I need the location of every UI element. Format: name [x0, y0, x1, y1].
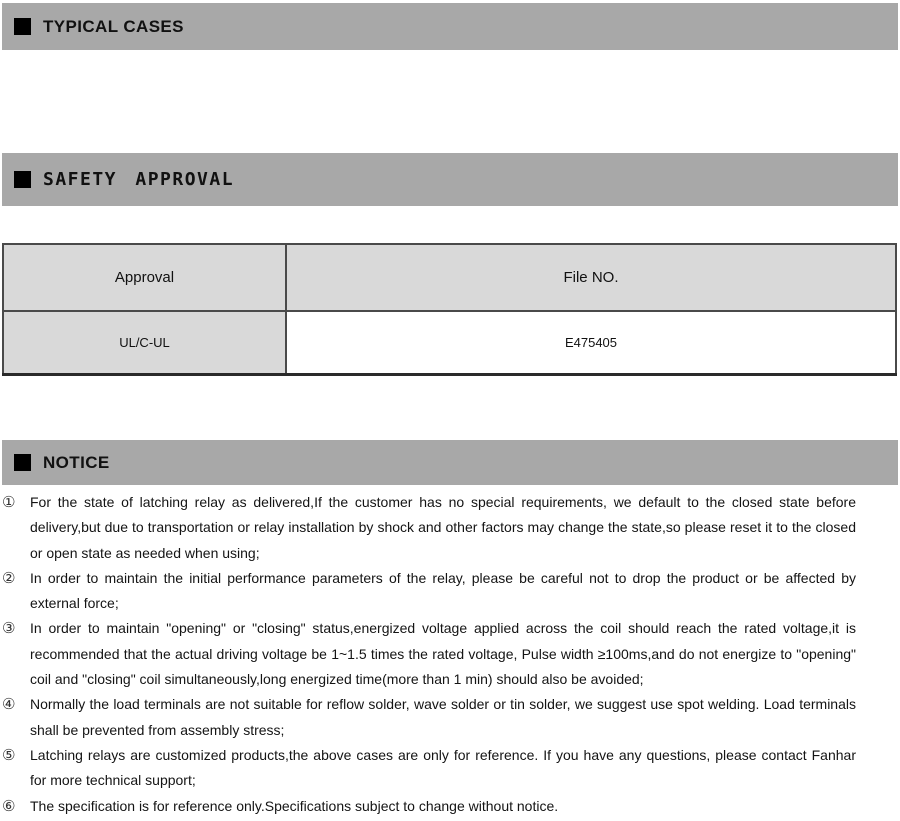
notice-item-marker: ④ [2, 695, 16, 714]
section-bar-typical-cases [2, 3, 898, 50]
section-bar-safety-approval [2, 153, 898, 206]
approval-value-cell: UL/C-UL [3, 311, 286, 375]
section-square-icon [14, 18, 31, 35]
notice-item-text: In order to maintain the initial performance parameters of the relay, please be careful not to drop the product or be affected by external force; [30, 569, 856, 612]
notice-item [0, 794, 900, 819]
notice-item [0, 566, 900, 617]
section-square-icon [14, 171, 31, 188]
section-square-icon [14, 454, 31, 471]
notice-item-text: Normally the load terminals are not suitable for reflow solder, wave solder or tin solder, we suggest use spot welding. Load terminals shall be prevented from assembly stress; [30, 696, 856, 738]
notice-item-text: In order to maintain "opening" or "closing" status,energized voltage applied across the coil should reach the rated voltage,it is recommended that the actual driving voltage be 1~1.5 times the rated voltage, Pulse width ≥100ms,and do not energize to "opening" coil and "closing" coil simultaneously,long energized time(more than 1 min) should also be avoided; [30, 620, 856, 688]
notice-item [0, 692, 900, 743]
notice-item-text: Latching relays are customized products,the above cases are only for reference. If you have any questions, please contact Fanhar for more technical support; [30, 746, 856, 789]
file-no-column-header: File NO. [286, 244, 896, 311]
notice-item-text: For the state of latching relay as delivered,If the customer has no special requirements, we default to the closed state before delivery,but due to transportation or relay installation by shock and other factors may change the state,so please reset it to the closed or open state as needed when using; [30, 494, 856, 561]
section-title-notice: NOTICE [43, 452, 110, 472]
file-no-value-cell: E475405 [286, 311, 896, 375]
notice-item-marker: ⑤ [2, 745, 16, 764]
notice-item-marker: ⑥ [2, 796, 16, 815]
approval-table [2, 243, 897, 376]
approval-column-header: Approval [3, 244, 286, 311]
notice-list [0, 490, 900, 819]
notice-item-marker: ② [2, 568, 16, 587]
notice-item [0, 490, 900, 566]
section-bar-notice [2, 440, 898, 485]
notice-item-marker: ③ [2, 619, 16, 638]
notice-item [0, 616, 900, 692]
notice-item-marker: ① [2, 493, 16, 511]
notice-item [0, 743, 900, 794]
notice-item-text: The specification is for reference only.Specifications subject to change without notice. [30, 797, 559, 814]
table-row [3, 311, 896, 375]
section-title-typical-cases: TYPICAL CASES [43, 16, 184, 36]
section-title-safety-approval: SAFETY APPROVAL [43, 169, 235, 190]
approval-table-header-row [3, 244, 896, 311]
